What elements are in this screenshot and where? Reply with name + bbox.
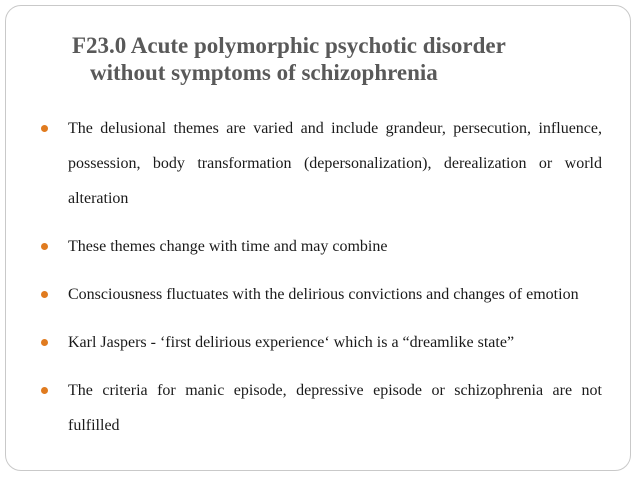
slide-title-line-2: without symptoms of schizophrenia: [90, 60, 438, 85]
bullet-item: [40, 325, 602, 360]
bullet-item: [40, 373, 602, 443]
bullet-text: The delusional themes are varied and include grandeur, persecution, influence, possession, body transformation (depersonalization), derealization or world alteration: [68, 120, 602, 207]
bullet-text: Consciousness fluctuates with the delirious convictions and changes of emotion: [68, 286, 579, 303]
bullet-dot-icon: [41, 339, 48, 346]
bullet-text: These themes change with time and may combine: [68, 238, 388, 255]
slide-title: [72, 32, 592, 86]
bullet-text: The criteria for manic episode, depressive episode or schizophrenia are not fulfilled: [68, 382, 602, 434]
bullet-item: [40, 229, 602, 264]
bullet-item: [40, 277, 602, 312]
bullet-text: Karl Jaspers - ‘first delirious experience‘ which is a “dreamlike state”: [68, 334, 515, 351]
bullet-item: [40, 111, 602, 216]
bullet-dot-icon: [41, 243, 48, 250]
bullet-dot-icon: [41, 291, 48, 298]
slide-title-line-1: F23.0 Acute polymorphic psychotic disorder: [72, 33, 506, 58]
bullet-list: [40, 111, 602, 456]
bullet-dot-icon: [41, 125, 48, 132]
bullet-dot-icon: [41, 387, 48, 394]
